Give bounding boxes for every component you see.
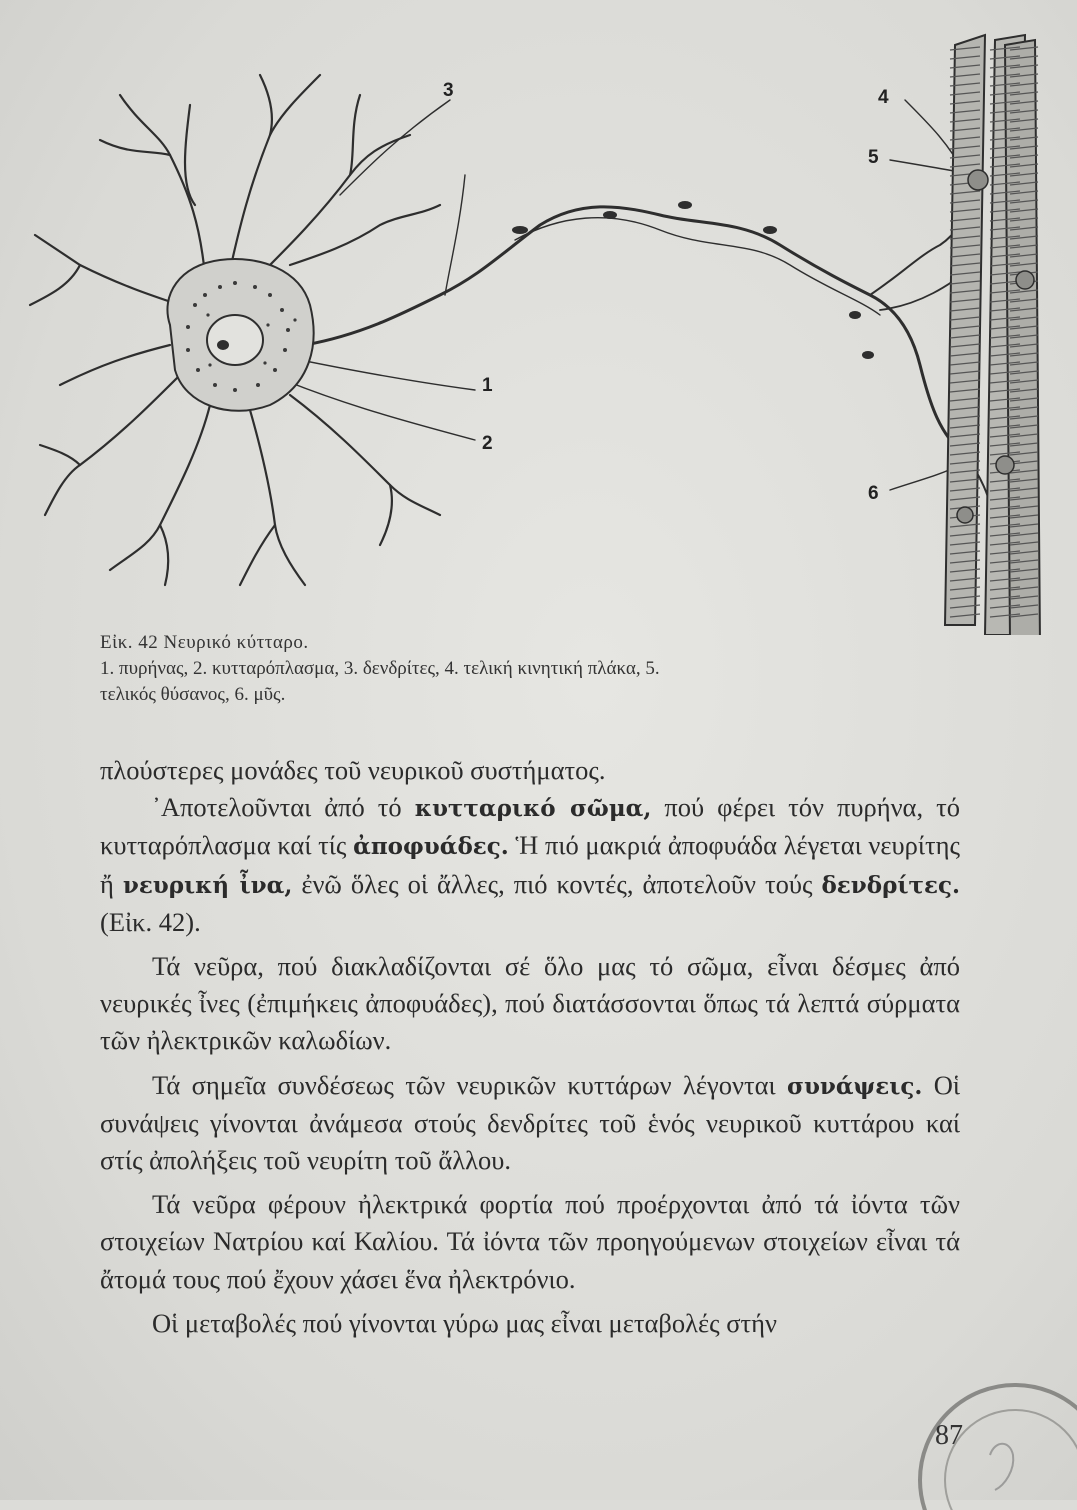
- paragraph-4: [100, 1067, 960, 1180]
- paragraph-2: [100, 789, 960, 941]
- text-run: Τά σημεῖα συνδέσεως τῶν νευρικῶν κυττάρων λέγονται: [152, 1069, 787, 1100]
- text-run: Οἱ συνάψεις γίνονται ἀνάμεσα στούς δενδρίτες τοῦ ἑνός νευρικοῦ κυττάρου καί στίς ἀπολήξεις τοῦ νευρίτη τοῦ ἄλλου.: [100, 1069, 960, 1176]
- dendrite: [240, 525, 275, 585]
- dendrite: [30, 265, 80, 305]
- nucleolus: [217, 340, 229, 350]
- paragraph-6: Οἱ μεταβολές πού γίνονται γύρω μας εἶναι μεταβολές στήν: [152, 1307, 777, 1338]
- nucleus: [207, 315, 263, 365]
- figure-label-4: 4: [878, 87, 889, 108]
- caption-legend-line-1: 1. πυρήνας, 2. κυτταρόπλασμα, 3. δενδρίτες, 4. τελική κινητική πλάκα, 5.: [100, 658, 660, 679]
- dendrite: [290, 395, 440, 515]
- caption-legend-line-2: τελικός θύσανος, 6. μῦς.: [100, 684, 286, 705]
- dendrite: [350, 95, 360, 175]
- dendrite: [35, 235, 180, 305]
- figure-label-2: 2: [482, 433, 493, 454]
- text-run: ἐνῶ ὅλες οἱ ἄλλες, πιό κοντές, ἀποτελοῦν τούς: [292, 868, 822, 899]
- dendrite: [380, 485, 392, 545]
- figure-label-5: 5: [868, 147, 879, 168]
- body-text: [100, 752, 960, 1342]
- paragraph-5: Τά νεῦρα φέρουν ἠλεκτρικά φορτία πού προέρχονται ἀπό τά ἰόντα τῶν στοιχείων Νατρίου καί Καλίου. Τά ἰόντα τῶν προηγούμενων στοιχείων εἶναι τά ἄτομά τους πού ἔχουν χάσει ἕνα ἠλεκτρόνιο.: [100, 1189, 960, 1294]
- dendrite: [100, 140, 170, 155]
- neuron-diagram: [20, 25, 1065, 635]
- dendrite: [290, 205, 440, 265]
- axon: [305, 207, 965, 455]
- library-stamp: [895, 1360, 1077, 1510]
- bold-term-synapses: συνάψεις.: [786, 1072, 923, 1100]
- dendrite: [230, 75, 320, 270]
- text-run: (Εἰκ. 42).: [100, 906, 201, 937]
- neuron-illustration: [20, 25, 1065, 635]
- text-run: ᾿Αποτελοῦνται ἀπό τό: [152, 792, 415, 823]
- dendrite: [260, 135, 410, 275]
- paragraph-3: Τά νεῦρα, πού διακλαδίζονται σέ ὅλο μας τό σῶμα, εἶναι δέσμες ἀπό νευρικές ἶνες (ἐπιμήκεις ἀποφυάδες), πού διατάσσονται ὅπως τά λεπτά σύρματα τῶν ἠλεκτρικῶν καλωδίων.: [100, 951, 960, 1056]
- dendrite: [160, 525, 168, 585]
- caption-title: Εἰκ. 42 Νευρικό κύτταρο.: [100, 632, 309, 653]
- schwann-nuclei: [512, 201, 874, 359]
- bold-term-processes: ἀποφυάδες.: [353, 833, 509, 861]
- figure-label-1: 1: [482, 375, 493, 396]
- dendrite: [40, 445, 80, 465]
- dendrite: [110, 405, 210, 570]
- figure-caption: [100, 630, 960, 708]
- paragraph-1: πλούστερες μονάδες τοῦ νευρικοῦ συστήματος.: [100, 755, 606, 785]
- bold-term-cell-body: κυτταρικό σῶμα,: [414, 795, 652, 823]
- dendrite: [120, 95, 205, 275]
- text-run: πού φέρει τόν πυρήνα, τό κυτταρόπλασμα καί τίς: [100, 792, 960, 861]
- dendrite: [60, 345, 170, 385]
- dendrite: [45, 375, 180, 515]
- dendrite: [250, 410, 305, 585]
- bold-term-nerve-fiber: νευρική ἶνα,: [122, 871, 293, 899]
- text-run: Ἡ πιό μακριά ἀποφυάδα λέγεται νευρίτης ἤ: [100, 830, 960, 899]
- dendrite: [260, 75, 272, 135]
- figure-label-3: 3: [443, 80, 454, 101]
- leader-line-axon: [445, 175, 465, 295]
- myelin-sheath: [515, 218, 880, 315]
- figure-label-6: 6: [868, 483, 879, 504]
- bold-term-dendrites: δενδρίτες.: [821, 871, 960, 899]
- page-number: 87: [935, 1420, 963, 1451]
